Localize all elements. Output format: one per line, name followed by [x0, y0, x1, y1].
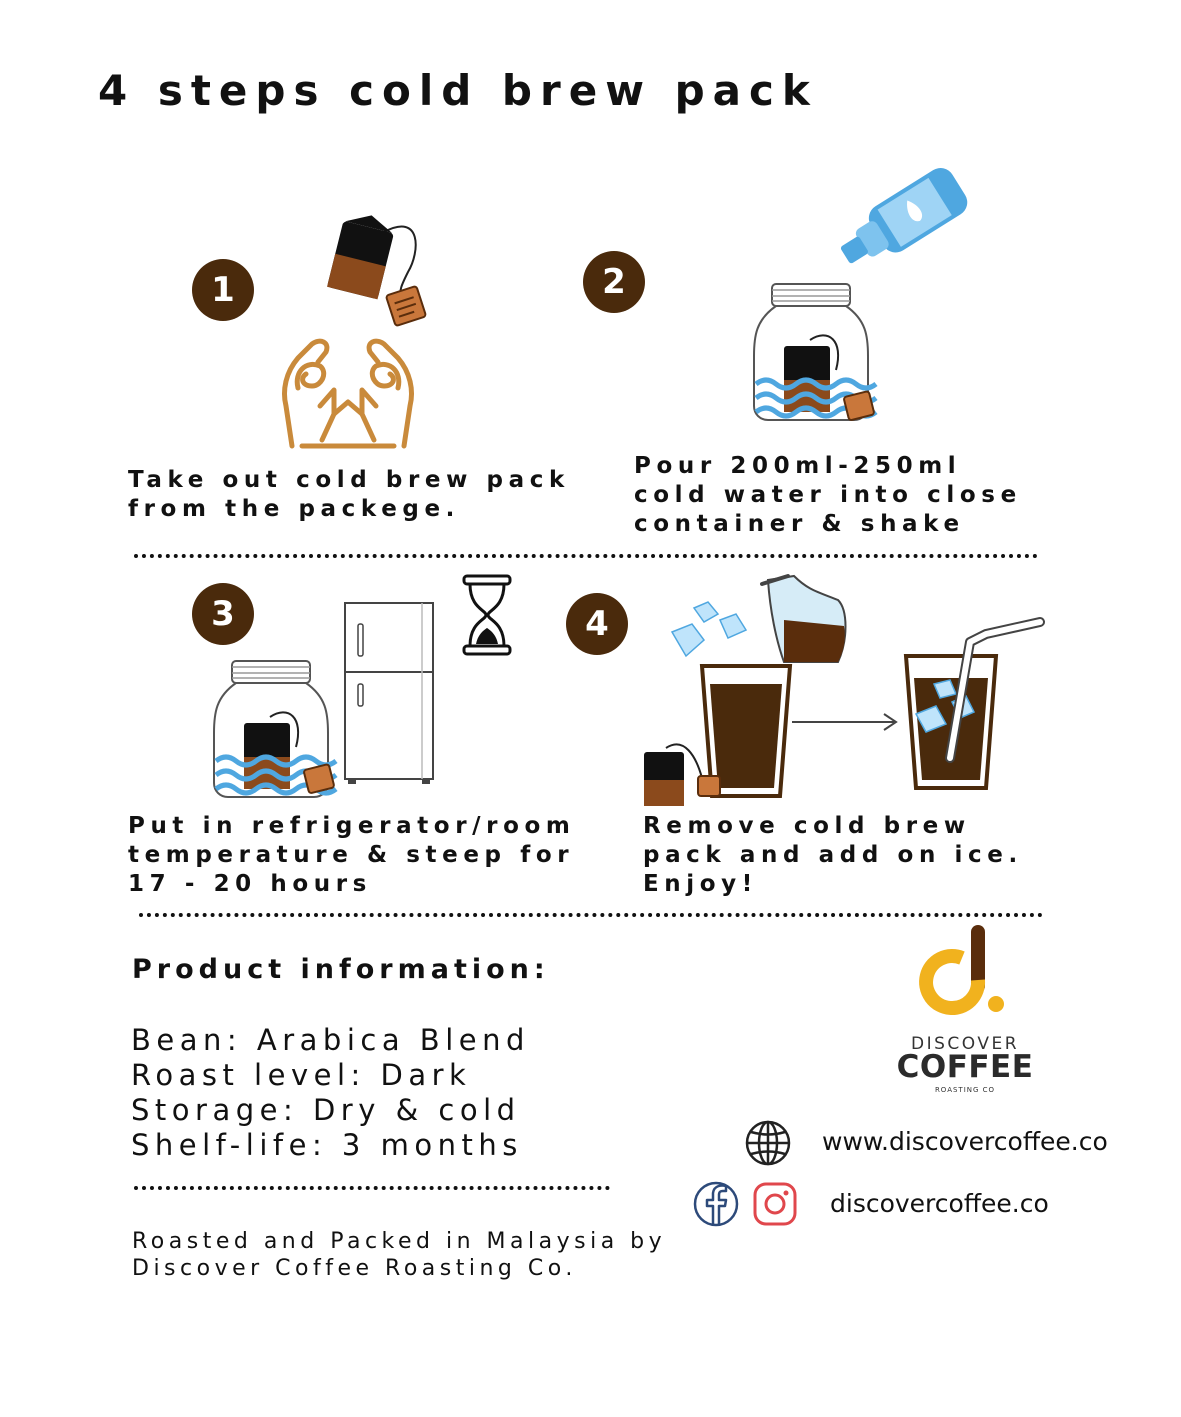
- tea-bag-icon: [322, 212, 434, 328]
- product-info-shelf-life: Shelf-life: 3 months: [131, 1128, 523, 1162]
- step-4-number: 4: [566, 593, 628, 655]
- glass-icon: [900, 620, 1046, 792]
- hourglass-icon: [460, 574, 514, 658]
- divider: [139, 913, 1043, 917]
- instagram-icon[interactable]: [752, 1181, 798, 1227]
- step-1-text: Take out cold brew pack from the packege.: [128, 467, 570, 522]
- website-link[interactable]: www.discovercoffee.co: [822, 1127, 1108, 1156]
- jar-icon: [208, 657, 336, 803]
- brand-name-top: DISCOVER: [910, 1034, 1020, 1054]
- product-info-heading: Product information:: [132, 954, 550, 985]
- step-3-number: 3: [192, 583, 254, 645]
- page-title: 4 steps cold brew pack: [98, 66, 818, 115]
- divider: [134, 554, 1038, 558]
- product-info-bean: Bean: Arabica Blend: [131, 1023, 530, 1057]
- facebook-icon[interactable]: [692, 1180, 740, 1228]
- refrigerator-icon: [342, 600, 438, 786]
- tea-bag-icon: [640, 738, 724, 808]
- water-bottle-icon: [830, 160, 980, 272]
- brand-name-main: COFFEE: [896, 1049, 1034, 1085]
- product-info-roast: Roast level: Dark: [131, 1058, 472, 1092]
- brand-name-sub: ROASTING CO: [934, 1086, 996, 1094]
- ice-icon: [664, 598, 754, 662]
- jar-icon: [748, 280, 876, 426]
- globe-icon: [744, 1119, 792, 1167]
- step-1-number: 1: [192, 259, 254, 321]
- step-2-text: Pour 200ml-250ml cold water into close container & shake: [634, 453, 1022, 537]
- pitcher-icon: [748, 570, 860, 670]
- step-3-text: Put in refrigerator/room temperature & steep for 17 - 20 hours: [128, 813, 576, 897]
- brand-logo: [918, 928, 1014, 1026]
- origin-text: Roasted and Packed in Malaysia by Discover Coffee Roasting Co.: [132, 1229, 667, 1281]
- step-2-number: 2: [583, 251, 645, 313]
- product-info-storage: Storage: Dry & cold: [131, 1093, 521, 1127]
- arrow-icon: [790, 712, 900, 732]
- step-4-text: Remove cold brew pack and add on ice. Enjoy!: [643, 813, 1023, 897]
- hands-icon: [272, 328, 424, 452]
- divider: [134, 1186, 610, 1190]
- social-handle[interactable]: discovercoffee.co: [830, 1189, 1049, 1218]
